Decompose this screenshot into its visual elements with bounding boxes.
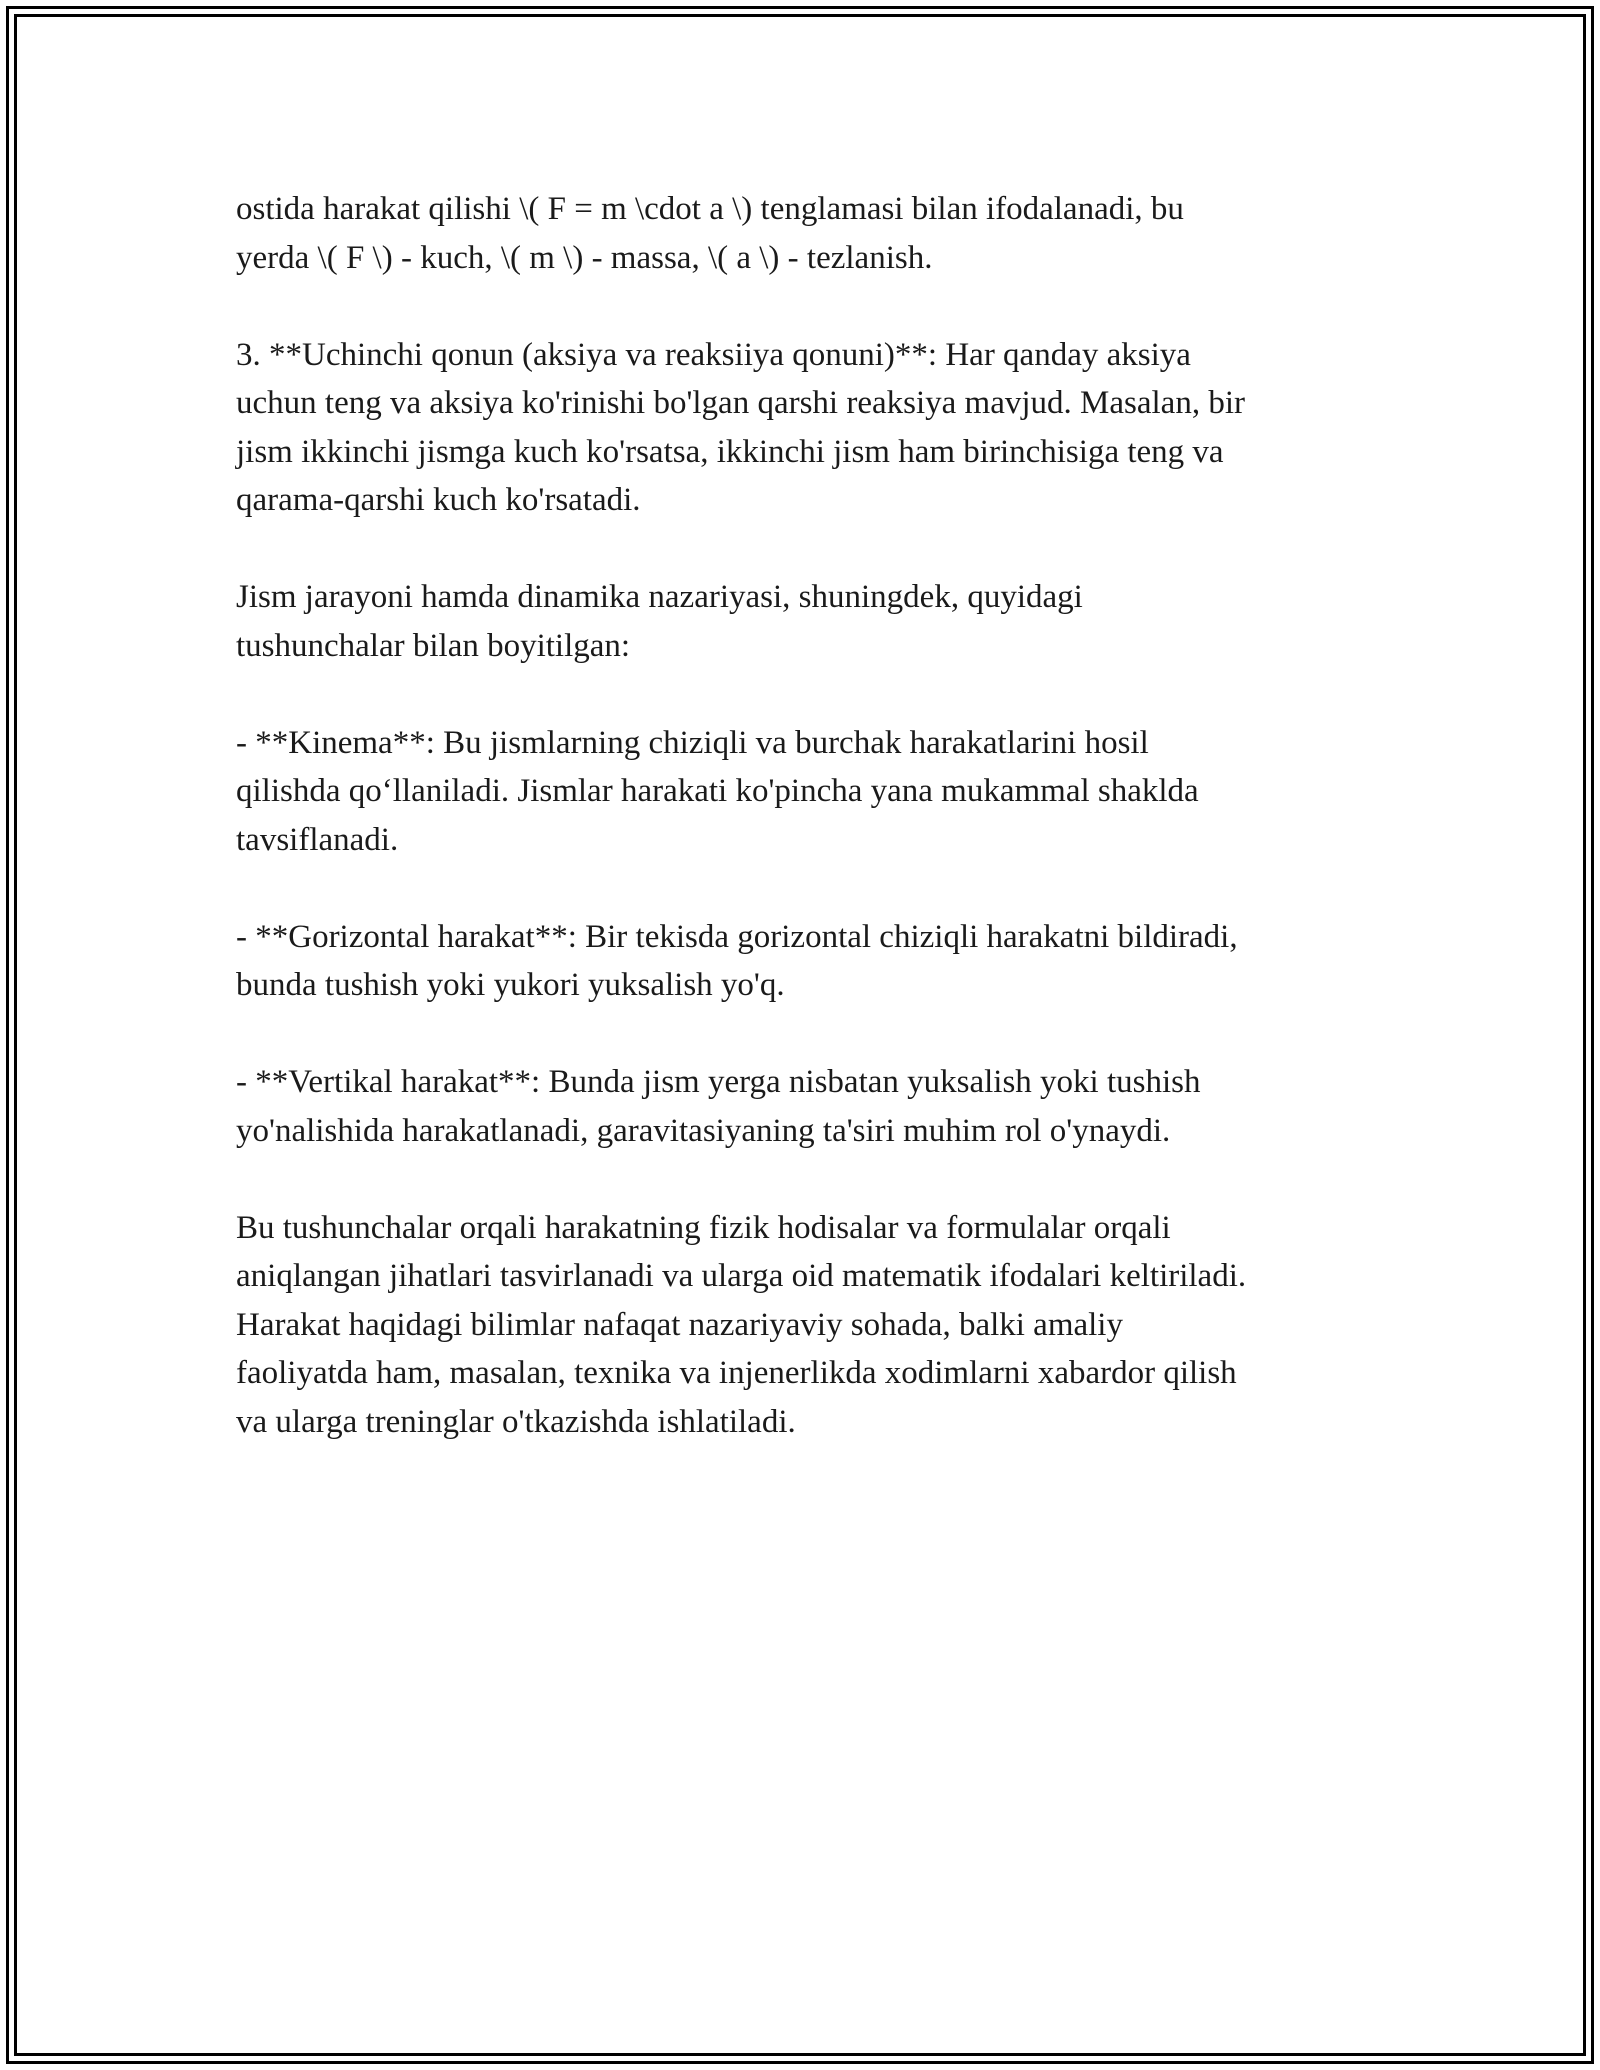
list-item-horizontal-motion: - **Gorizontal harakat**: Bir tekisda gorizontal chiziqli harakatni bildiradi, bunda tushish yoki yukori yuksalish yo'q. — [236, 918, 1238, 1003]
paragraph-concepts-intro: Jism jarayoni hamda dinamika nazariyasi, shuningdek, quyidagi tushunchalar bilan boyitilgan: — [236, 579, 1083, 664]
list-item-vertical-motion: - **Vertikal harakat**: Bunda jism yerga nisbatan yuksalish yoki tushish yo'nalishida harakatlanadi, garavitasiyaning ta'siri muhim rol o'ynaydi. — [236, 1064, 1201, 1149]
paragraph-third-law: 3. **Uchinchi qonun (aksiya va reaksiiya qonuni)**: Har qanday aksiya uchun teng va aksiya ko'rinishi bo'lgan qarshi reaksiya mavjud. Masalan, bir jism ikkinchi jismga kuch ko'rsatsa, ikkinchi jism ham birinchisiga teng va qarama-qarshi kuch ko'rsatadi. — [236, 336, 1245, 518]
list-item-kinema: - **Kinema**: Bu jismlarning chiziqli va burchak harakatlarini hosil qilishda qo‘llaniladi. Jismlar harakati ko'pincha yana mukammal shaklda tavsiflanadi. — [236, 724, 1199, 858]
paragraph-conclusion: Bu tushunchalar orqali harakatning fizik hodisalar va formulalar orqali aniqlangan jihatlari tasvirlanadi va ularga oid matematik ifodalari keltiriladi. Harakat haqidagi bilimlar nafaqat nazariyaviy sohada, balki amaliy faoliyatda ham, masalan, texnika va injenerlikda xodimlarni xabardor qilish va ularga treninglar o'tkazishda ishlatiladi. — [236, 1209, 1247, 1440]
document-body — [236, 185, 1376, 1446]
paragraph-newton-second-law-continuation: ostida harakat qilishi \( F = m \cdot a \) tenglamasi bilan ifodalanadi, bu yerda \( F \) - kuch, \( m \) - massa, \( a \) - tezlanish. — [236, 191, 1184, 276]
